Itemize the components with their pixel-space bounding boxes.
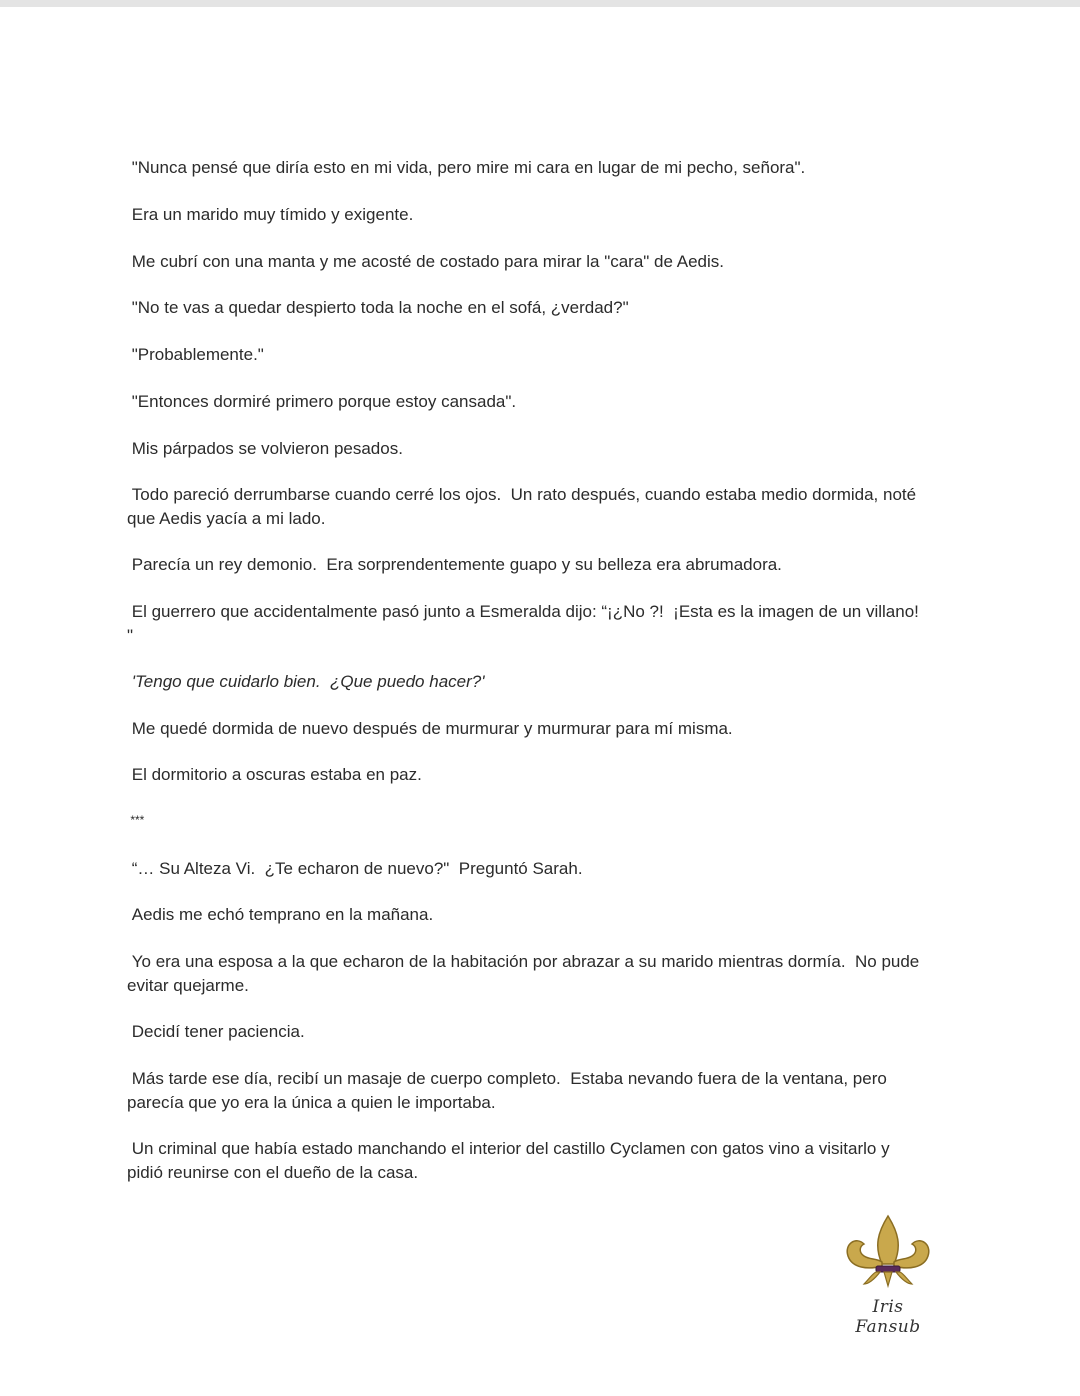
scene-break: *** [127, 813, 145, 827]
paragraph-13: El dormitorio a oscuras estaba en paz. [127, 765, 422, 784]
paragraph-9: Parecía un rey demonio. Era sorprendentemente guapo y su belleza era abrumadora. [127, 555, 782, 574]
paragraph-3: Me cubrí con una manta y me acosté de costado para mirar la "cara" de Aedis. [127, 252, 724, 271]
iris-fansub-logo [838, 1212, 938, 1337]
paragraph-4: "No te vas a quedar despierto toda la noche en el sofá, ¿verdad?" [127, 298, 629, 317]
logo-text: Iris Fansub [855, 1297, 921, 1337]
paragraph-10: El guerrero que accidentalmente pasó junto a Esmeralda dijo: “¡¿No ?! ¡Esta es la imagen de un villano! " [127, 602, 919, 645]
paragraph-2: Era un marido muy tímido y exigente. [127, 205, 414, 224]
paragraph-8: Todo pareció derrumbarse cuando cerré los ojos. Un rato después, cuando estaba medio dormida, noté que Aedis yacía a mi lado. [127, 485, 917, 528]
paragraph-1: "Nunca pensé que diría esto en mi vida, pero mire mi cara en lugar de mi pecho, señora". [127, 158, 806, 177]
paragraph-11-italic-thought: 'Tengo que cuidarlo bien. ¿Que puedo hacer?' [127, 672, 485, 691]
paragraph-15: Aedis me echó temprano en la mañana. [127, 905, 434, 924]
paragraph-6: "Entonces dormiré primero porque estoy cansada". [127, 392, 517, 411]
paragraph-7: Mis párpados se volvieron pesados. [127, 439, 403, 458]
paragraph-12: Me quedé dormida de nuevo después de murmurar y murmurar para mí misma. [127, 719, 733, 738]
paragraph-5: "Probablemente." [127, 345, 264, 364]
paragraph-14: “… Su Alteza Vi. ¿Te echaron de nuevo?" Preguntó Sarah. [127, 859, 583, 878]
paragraph-17: Decidí tener paciencia. [127, 1022, 305, 1041]
paragraph-16: Yo era una esposa a la que echaron de la habitación por abrazar a su marido mientras dormía. No pude evitar quejarme. [127, 952, 920, 995]
fleur-de-lis-icon [838, 1212, 938, 1294]
paragraph-18: Más tarde ese día, recibí un masaje de cuerpo completo. Estaba nevando fuera de la ventana, pero parecía que yo era la única a quien le importaba. [127, 1069, 887, 1112]
paragraph-19: Un criminal que había estado manchando el interior del castillo Cyclamen con gatos vino a visitarlo y pidió reunirse con el dueño de la casa. [127, 1139, 890, 1182]
